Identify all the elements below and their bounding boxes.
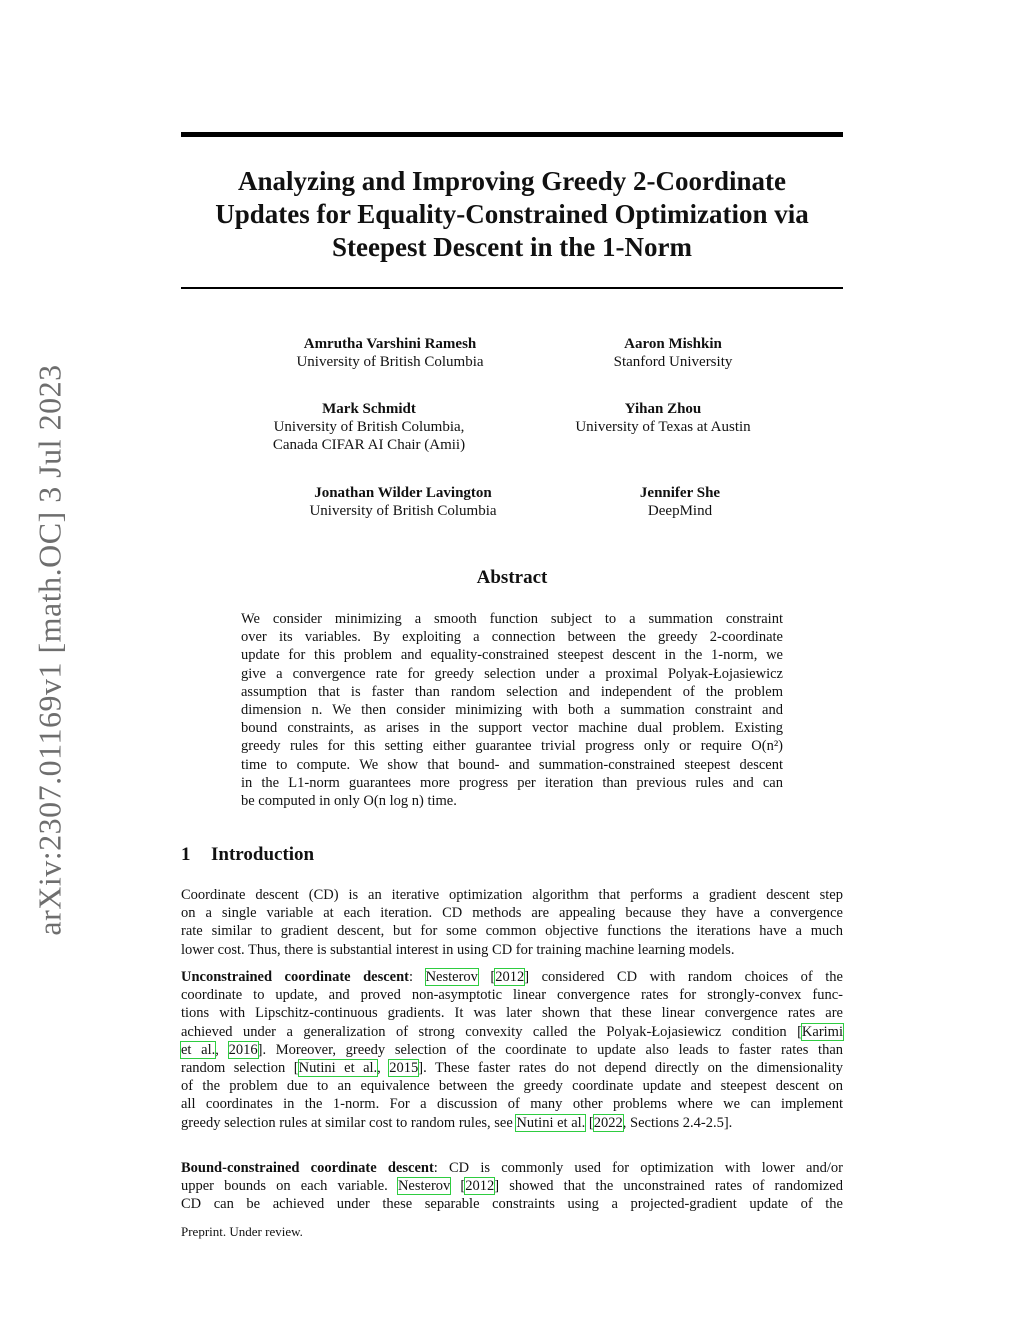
abstract-body bbox=[241, 610, 783, 810]
title-top-rule bbox=[181, 132, 843, 137]
citation-link[interactable]: 2015 bbox=[389, 1060, 419, 1077]
author-affiliation: Canada CIFAR AI Chair (Amii) bbox=[272, 437, 466, 453]
author-affiliation: University of British Columbia bbox=[296, 354, 484, 370]
author-block bbox=[253, 484, 553, 520]
abstract-line: give a convergence rate for greedy selection under a proximal Polyak-Łojasiewicz bbox=[241, 665, 783, 682]
section-heading bbox=[181, 844, 314, 866]
abstract-heading: Abstract bbox=[476, 567, 548, 588]
author-name: Yihan Zhou bbox=[624, 401, 702, 417]
abstract-line: dimension n. We then consider minimizing with both a summation constraint and bbox=[241, 702, 783, 719]
author-affiliation: University of British Columbia bbox=[309, 503, 497, 519]
body-line: Bound-constrained coordinate descent: CD is commonly used for optimization with lower and/or bbox=[181, 1160, 843, 1176]
body-line: upper bounds on each variable. Nesterov [2012] showed that the unconstrained rates of randomized bbox=[181, 1178, 843, 1195]
abstract-line: assumption that is faster than random selection and independent of the problem bbox=[241, 683, 783, 700]
author-name: Jonathan Wilder Lavington bbox=[314, 485, 492, 501]
section-title: Introduction bbox=[211, 844, 315, 865]
author-block bbox=[219, 400, 519, 454]
body-line: rate similar to gradient descent, but for some common objective functions the iterations have a much bbox=[181, 923, 843, 940]
arxiv-identifier-text: arXiv:2307.01169v1 [math.OC] 3 Jul 2023 bbox=[31, 364, 68, 936]
citation-link[interactable]: Nutini et al. bbox=[298, 1060, 378, 1077]
abstract-line: over its variables. By exploiting a connection between the greedy 2-coordinate bbox=[241, 629, 783, 646]
citation-link[interactable]: 2016 bbox=[228, 1041, 258, 1058]
citation-link[interactable]: Nesterov bbox=[397, 1178, 451, 1195]
citation-link[interactable]: 2012 bbox=[465, 1178, 495, 1195]
author-name: Jennifer She bbox=[639, 485, 721, 501]
abstract-line: bound constraints, as arises in the support vector machine dual problem. Existing bbox=[241, 720, 783, 737]
body-line: lower cost. Thus, there is substantial interest in using CD for training machine learning models. bbox=[181, 941, 735, 958]
bound-constrained-cd-paragraph bbox=[181, 1159, 843, 1214]
author-block bbox=[240, 335, 540, 371]
body-line: Coordinate descent (CD) is an iterative optimization algorithm that performs a gradient descent step bbox=[181, 887, 843, 903]
body-line: et al., 2016]. Moreover, greedy selection of the coordinate to update also leads to faster rates than bbox=[181, 1041, 844, 1058]
section-number: 1 bbox=[181, 844, 191, 865]
title-line: Updates for Equality-Constrained Optimization via bbox=[215, 199, 809, 229]
body-line: random selection [Nutini et al., 2015]. These faster rates do not depend directly on the dimensionality bbox=[181, 1060, 843, 1077]
citation-link[interactable]: Nesterov bbox=[425, 969, 478, 985]
citation-link[interactable]: Nutini et al. bbox=[516, 1114, 586, 1131]
abstract-line: update for this problem and equality-constrained steepest descent in the 1-norm, we bbox=[241, 647, 783, 664]
body-line: on a single variable at each iteration. CD methods are appealing because they have a convergence bbox=[181, 905, 843, 922]
abstract-line: We consider minimizing a smooth function subject to a summation constraint bbox=[241, 611, 783, 627]
abstract-line: in the L1-norm guarantees more progress per iteration than previous rules and can bbox=[241, 774, 783, 791]
body-line: tions with Lipschitz-continuous gradients. It was later shown that these linear convergence rates are bbox=[181, 1005, 843, 1022]
author-name: Aaron Mishkin bbox=[624, 336, 722, 352]
unconstrained-cd-paragraph bbox=[181, 968, 843, 1132]
citation-link[interactable]: et al. bbox=[181, 1041, 216, 1058]
citation-link[interactable]: 2012 bbox=[495, 969, 525, 985]
author-name: Amrutha Varshini Ramesh bbox=[303, 336, 477, 352]
abstract-line: be computed in only O(n log n) time. bbox=[241, 793, 457, 810]
paper-title bbox=[181, 165, 843, 264]
abstract-line: greedy rules for this setting either guarantee trivial progress only or require O(n²) bbox=[241, 738, 783, 755]
title-line: Analyzing and Improving Greedy 2-Coordinate bbox=[237, 166, 787, 196]
paragraph-label: Unconstrained coordinate descent bbox=[181, 969, 410, 985]
intro-paragraph bbox=[181, 886, 843, 959]
author-affiliation: University of Texas at Austin bbox=[575, 419, 751, 435]
preprint-footer: Preprint. Under review. bbox=[181, 1224, 303, 1239]
body-line: achieved under a generalization of strong convexity called the Polyak-Łojasiewicz condition [Karimi bbox=[181, 1023, 843, 1040]
author-affiliation: University of British Columbia, bbox=[273, 419, 465, 435]
author-affiliation: Stanford University bbox=[613, 354, 733, 370]
author-block bbox=[543, 335, 803, 371]
abstract-line: time to compute. We show that bound- and summation-constrained steepest descent bbox=[241, 756, 783, 773]
author-affiliation: DeepMind bbox=[647, 503, 713, 519]
body-line: CD can be achieved under these separable constraints using a projected-gradient update of the bbox=[181, 1196, 843, 1213]
title-bottom-rule bbox=[181, 287, 843, 289]
title-line: Steepest Descent in the 1-Norm bbox=[332, 232, 692, 262]
author-block bbox=[533, 400, 793, 436]
body-line: of the problem due to an equivalence between the greedy coordinate update and steepest descent on bbox=[181, 1078, 843, 1095]
body-line: Unconstrained coordinate descent: Nesterov [2012] considered CD with random choices of the bbox=[181, 969, 843, 985]
author-name: Mark Schmidt bbox=[322, 401, 416, 417]
author-block bbox=[550, 484, 810, 520]
citation-link[interactable]: Karimi bbox=[801, 1023, 843, 1040]
paragraph-label: Bound-constrained coordinate descent bbox=[181, 1160, 434, 1176]
body-line: greedy selection rules at similar cost to random rules, see Nutini et al. [2022, Sections 2.4-2.5]. bbox=[181, 1114, 733, 1131]
citation-link[interactable]: 2022 bbox=[593, 1114, 623, 1131]
body-line: coordinate to update, and proved non-asymptotic linear convergence rates for strongly-convex func- bbox=[181, 987, 843, 1004]
arxiv-identifier-stamp bbox=[30, 350, 70, 950]
body-line: all coordinates in the 1-norm. For a discussion of many other problems where we can implement bbox=[181, 1096, 843, 1113]
